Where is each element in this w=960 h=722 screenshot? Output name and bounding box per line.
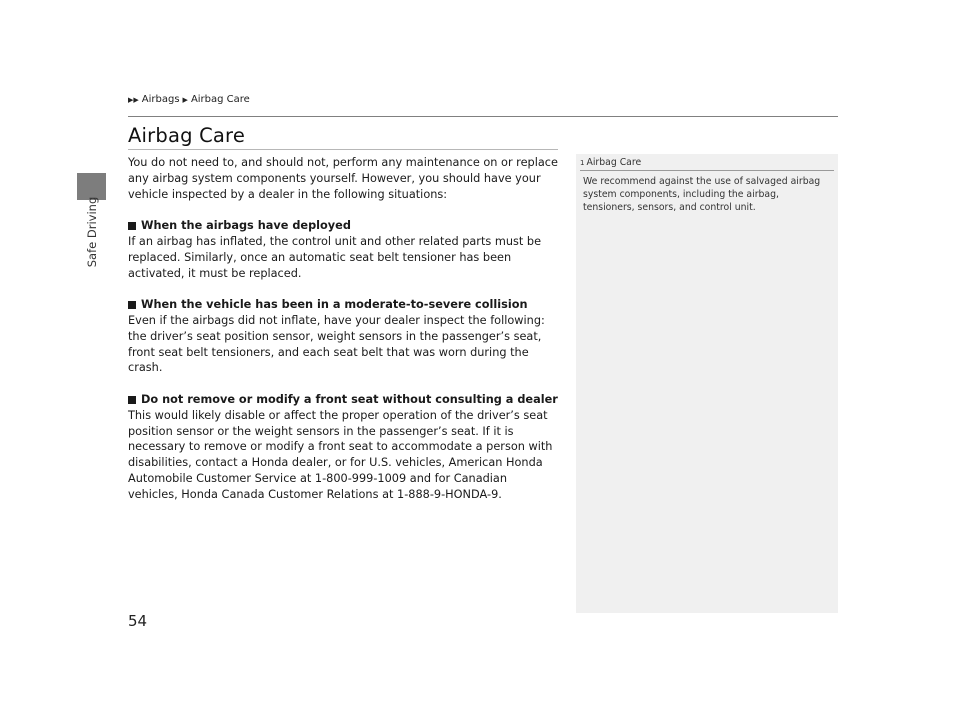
main-content	[128, 155, 560, 518]
note-reference-number: 1	[580, 158, 585, 167]
breadcrumb-item-airbags[interactable]: Airbags	[141, 94, 180, 105]
square-bullet-icon	[128, 222, 136, 230]
section-heading-text: When the vehicle has been in a moderate-to-severe collision	[141, 298, 528, 312]
section-heading	[128, 218, 560, 234]
breadcrumb	[128, 94, 253, 105]
intro-paragraph: You do not need to, and should not, perform any maintenance on or replace any airbag system components yourself. However, you should have your vehicle inspected by a dealer in the following situations:	[128, 156, 558, 201]
section-heading-text: When the airbags have deployed	[141, 219, 351, 233]
side-note-divider	[580, 170, 834, 171]
section-body: Even if the airbags did not inflate, have your dealer inspect the following: the driver’s seat position sensor, weight sensors in the passenger’s seat, front seat belt tensioners, and each seat belt that was worn during the crash.	[128, 313, 545, 375]
section-body: This would likely disable or affect the proper operation of the driver’s seat position sensor or the weight sensors in the passenger’s seat. If it is necessary to remove or modify a front seat to accommodate a person with disabilities, contact a Honda dealer, or for U.S. vehicles, American Honda Automobile Customer Service at 1-800-999-1009 and for Canadian vehicles, Honda Canada Customer Relations at 1-888-9-HONDA-9.	[128, 408, 553, 501]
side-note-text: We recommend against the use of salvaged airbag system components, including the airbag, tensioners, sensors, and control unit.	[583, 176, 821, 213]
side-note-title	[580, 157, 641, 168]
section-heading	[128, 297, 560, 313]
side-note-panel	[576, 154, 838, 613]
page-title: Airbag Care	[128, 124, 246, 147]
title-divider	[128, 149, 558, 150]
breadcrumb-item-airbag-care[interactable]: Airbag Care	[190, 94, 250, 105]
square-bullet-icon	[128, 301, 136, 309]
section-heading	[128, 392, 560, 408]
section-heading-text: Do not remove or modify a front seat without consulting a dealer	[141, 392, 558, 406]
section-body: If an airbag has inflated, the control unit and other related parts must be replaced. Similarly, once an automatic seat belt tensioner has been activated, it must be replaced.	[128, 234, 542, 280]
breadcrumb-arrow-icon: ▶▶	[128, 95, 139, 104]
header-divider	[128, 116, 838, 117]
section-label: Safe Driving	[85, 196, 99, 268]
breadcrumb-arrow-icon: ▶	[182, 95, 188, 104]
square-bullet-icon	[128, 396, 136, 404]
side-note-title-text: Airbag Care	[586, 157, 642, 168]
page-number: 54	[128, 612, 148, 630]
